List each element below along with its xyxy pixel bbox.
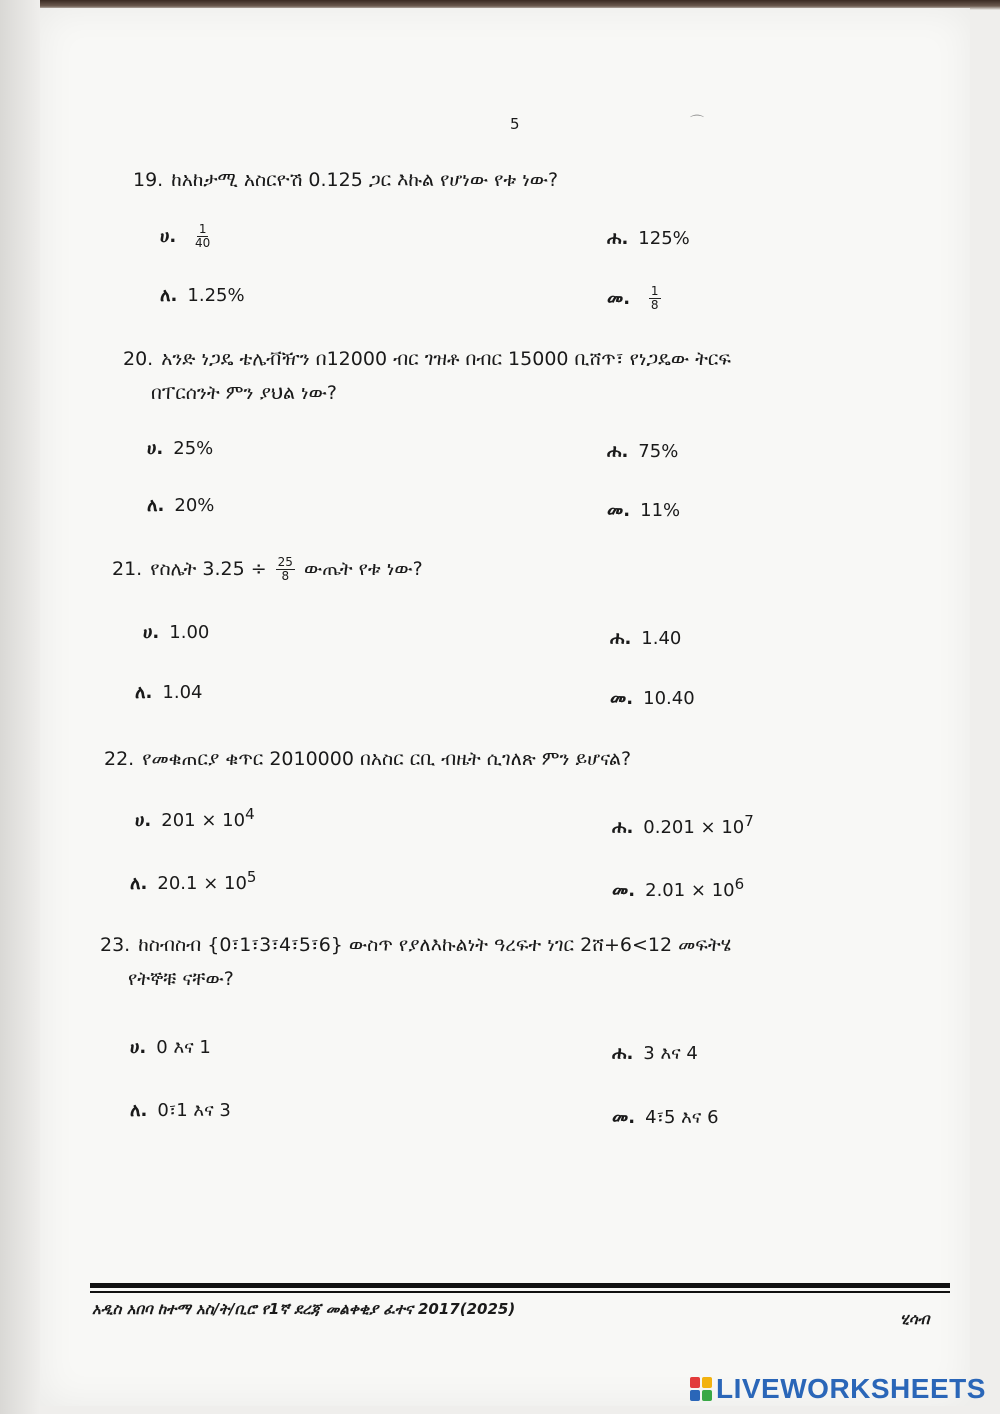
question-21-option-b[interactable]: ለ. 1.04: [135, 682, 203, 703]
liveworksheets-icon: [690, 1377, 712, 1401]
footer-subject: ሂሳብ: [900, 1310, 930, 1328]
footer-rule-thin: [90, 1291, 950, 1293]
question-19-option-b[interactable]: ለ. 1.25%: [160, 285, 245, 306]
question-19-option-a[interactable]: ሀ. $\frac{1}{40}$: [160, 222, 211, 250]
question-20-option-b[interactable]: ለ. 20%: [147, 495, 215, 516]
question-22-option-b[interactable]: ለ. $20.1 \times 10^5$: [130, 868, 257, 894]
question-19: 19. ከአከታሚ አስርዮሽ 0.125 ጋር እኩል የሆነው የቱ ነው?: [133, 169, 559, 191]
question-23-option-c[interactable]: ሐ. 3 እና 4: [612, 1043, 698, 1064]
question-19-option-c[interactable]: ሐ. 125%: [607, 228, 690, 249]
question-23-option-d[interactable]: መ. 4፣5 እና 6: [612, 1107, 719, 1128]
pen-mark: ⌒: [690, 115, 704, 131]
footer-rule-thick: [90, 1283, 950, 1288]
fraction: $\frac{1}{8}$: [650, 284, 659, 312]
question-20-option-d[interactable]: መ. 11%: [607, 500, 681, 521]
liveworksheets-wordmark: LIVEWORKSHEETS: [716, 1373, 986, 1404]
fraction: $\frac{25}{8}$: [277, 555, 293, 583]
liveworksheets-logo[interactable]: [690, 1373, 986, 1405]
question-21-option-d[interactable]: መ. 10.40: [610, 688, 695, 709]
question-21-option-c[interactable]: ሐ. 1.40: [610, 628, 682, 649]
scan-left-edge: [0, 0, 40, 1414]
question-22-option-c[interactable]: ሐ. $0.201 \times 10^7$: [612, 812, 754, 838]
question-22-option-d[interactable]: መ. $2.01 \times 10^6$: [612, 875, 745, 901]
question-19-option-d[interactable]: መ. $\frac{1}{8}$: [607, 284, 659, 312]
question-20-option-c[interactable]: ሐ. 75%: [607, 441, 679, 462]
question-21-option-a[interactable]: ሀ. 1.00: [143, 622, 210, 643]
footer-exam-title: አዲስ አበባ ከተማ አስ/ት/ቢሮ የ1ኛ ደረጃ መልቀቂያ ፈተና 2017(2025): [92, 1300, 516, 1318]
question-22: 22. የመቁጠርያ ቁጥር 2010000 በአስር ርቢ ብዜት ሲገለጽ ምን ይሆናል?: [104, 748, 632, 770]
fraction: $\frac{1}{40}$: [195, 222, 211, 250]
page-number: 5: [510, 115, 520, 133]
question-22-option-a[interactable]: ሀ. $201 \times 10^4$: [135, 805, 255, 831]
question-23-option-a[interactable]: ሀ. 0 እና 1: [130, 1037, 211, 1058]
question-23: 23. ከስብስብ {0፣1፣3፣4፣5፣6} ውስጥ የያለእኩልነት ዓረፍተ ነገር 2ሸ+6<12 መፍትሄ የትኞቹ ናቸው?: [100, 934, 732, 990]
question-20: 20. አንድ ነጋዴ ቴሌቭዥን በ12000 ብር ገዝቶ በብር 15000 ቢሸጥ፣ የነጋዴው ትርፍ በፐርሰንት ምን ያህል ነው?: [123, 348, 731, 404]
question-23-option-b[interactable]: ለ. 0፣1 እና 3: [130, 1100, 231, 1121]
question-20-option-a[interactable]: ሀ. 25%: [147, 438, 214, 459]
question-21: 21. የስሌት 3.25 ÷ $\frac{25}{8}$ ውጤት የቱ ነው?: [112, 555, 423, 583]
worksheet-page: [40, 8, 970, 1406]
